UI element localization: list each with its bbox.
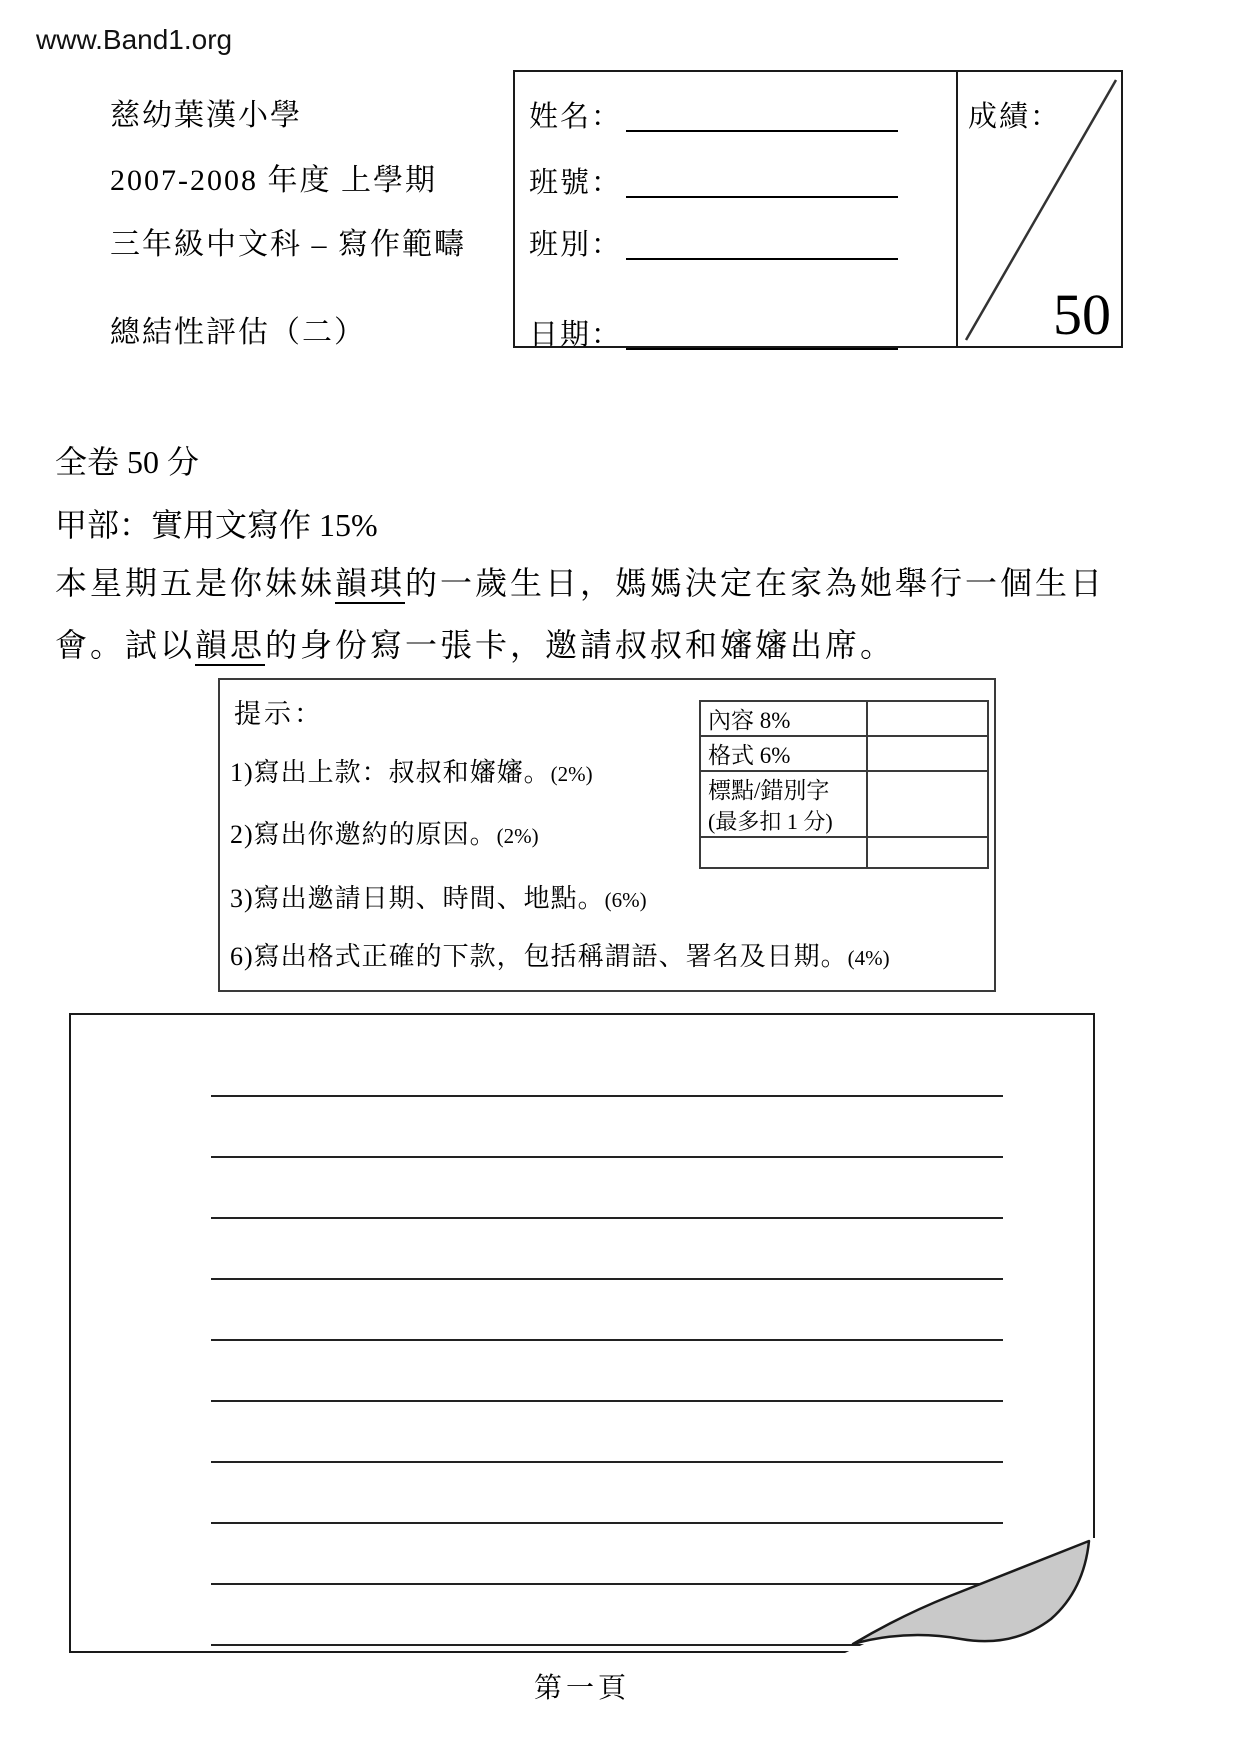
hint-item-1 — [230, 752, 593, 789]
writing-line — [211, 1278, 1003, 1280]
prompt-line1-underlined-name: 韻琪 — [335, 565, 405, 604]
page-number: 第一頁 — [533, 1673, 630, 1704]
marking-row-punctuation-label — [700, 771, 867, 837]
prompt-line1-post: 的一歲生日，媽媽決定在家為她舉行一個生日 — [405, 565, 1106, 601]
hint-item-3-pct: (6%) — [604, 888, 647, 912]
marking-row-punctuation-score — [867, 771, 988, 837]
writing-line — [211, 1522, 1003, 1524]
marking-row-content-score — [867, 701, 988, 736]
hint-item-4-text: 6)寫出格式正確的下款，包括稱謂語、署名及日期。 — [230, 942, 848, 971]
assessment-title: 總結性評估（二） — [110, 316, 366, 349]
page-curl-corner — [845, 1538, 1095, 1653]
punctuation-label-line1: 標點/錯別字 — [708, 778, 830, 803]
prompt-line-1 — [55, 558, 1105, 604]
hint-item-2-text: 2)寫出你邀約的原因。 — [230, 820, 497, 849]
writing-line — [211, 1339, 1003, 1341]
hints-box — [218, 678, 996, 992]
marking-row-format-label: 格式 6% — [700, 736, 867, 771]
marking-scheme-table — [699, 700, 989, 869]
hint-item-3 — [230, 878, 647, 915]
prompt-line2-underlined-name: 韻思 — [195, 627, 265, 666]
punctuation-label-line2: (最多扣 1 分) — [708, 809, 833, 834]
marking-row-content-label: 內容 8% — [700, 701, 867, 736]
date-label: 日期： — [529, 319, 623, 351]
writing-line — [211, 1400, 1003, 1402]
hint-item-1-text: 1)寫出上款：叔叔和嬸嬸。 — [230, 758, 551, 787]
table-row — [700, 837, 988, 868]
hints-title: 提示： — [234, 699, 324, 729]
hint-item-1-pct: (2%) — [550, 762, 593, 786]
class-no-blank-line — [626, 166, 898, 198]
hint-item-4 — [230, 936, 890, 973]
site-watermark: www.Band1.org — [36, 24, 233, 55]
name-blank-line — [626, 100, 898, 132]
section-title: 甲部：實用文寫作 15% — [55, 507, 378, 543]
writing-area-box — [69, 1013, 1095, 1653]
hint-item-2 — [230, 814, 539, 851]
marking-row-total-score — [867, 837, 988, 868]
class-no-field — [529, 160, 898, 201]
writing-line — [211, 1095, 1003, 1097]
subject-title: 三年級中文科 – 寫作範疇 — [110, 228, 466, 261]
hint-item-3-text: 3)寫出邀請日期、時間、地點。 — [230, 884, 605, 913]
name-label: 姓名： — [529, 101, 623, 133]
class-blank-line — [626, 228, 898, 260]
hint-item-4-pct: (4%) — [847, 946, 890, 970]
table-row — [700, 736, 988, 771]
marking-row-format-score — [867, 736, 988, 771]
total-marks-line: 全卷 50 分 — [55, 444, 200, 480]
writing-line — [211, 1461, 1003, 1463]
prompt-line2-pre: 會。試以 — [55, 627, 196, 663]
student-info-box — [513, 70, 1123, 351]
table-row — [700, 701, 988, 736]
writing-line — [211, 1156, 1003, 1158]
prompt-line-2 — [55, 620, 895, 666]
student-fields-cell — [515, 72, 958, 351]
full-mark-value: 50 — [1053, 282, 1111, 347]
name-field — [529, 94, 898, 135]
score-label: 成績： — [968, 101, 1062, 133]
table-row — [700, 771, 988, 837]
class-no-label: 班號： — [529, 167, 623, 199]
school-year-term: 2007-2008 年度 上學期 — [110, 164, 437, 197]
prompt-line1-pre: 本星期五是你妹妹 — [55, 565, 336, 601]
date-field — [529, 312, 898, 353]
writing-line — [211, 1217, 1003, 1219]
school-name: 慈幼葉漢小學 — [110, 99, 302, 132]
score-cell — [958, 72, 1123, 346]
class-field — [529, 222, 898, 263]
date-blank-line — [626, 318, 898, 350]
hint-item-2-pct: (2%) — [496, 824, 539, 848]
marking-row-total-label — [700, 837, 867, 868]
prompt-line2-post: 的身份寫一張卡，邀請叔叔和嬸嬸出席。 — [265, 627, 896, 663]
class-label: 班別： — [529, 229, 623, 261]
